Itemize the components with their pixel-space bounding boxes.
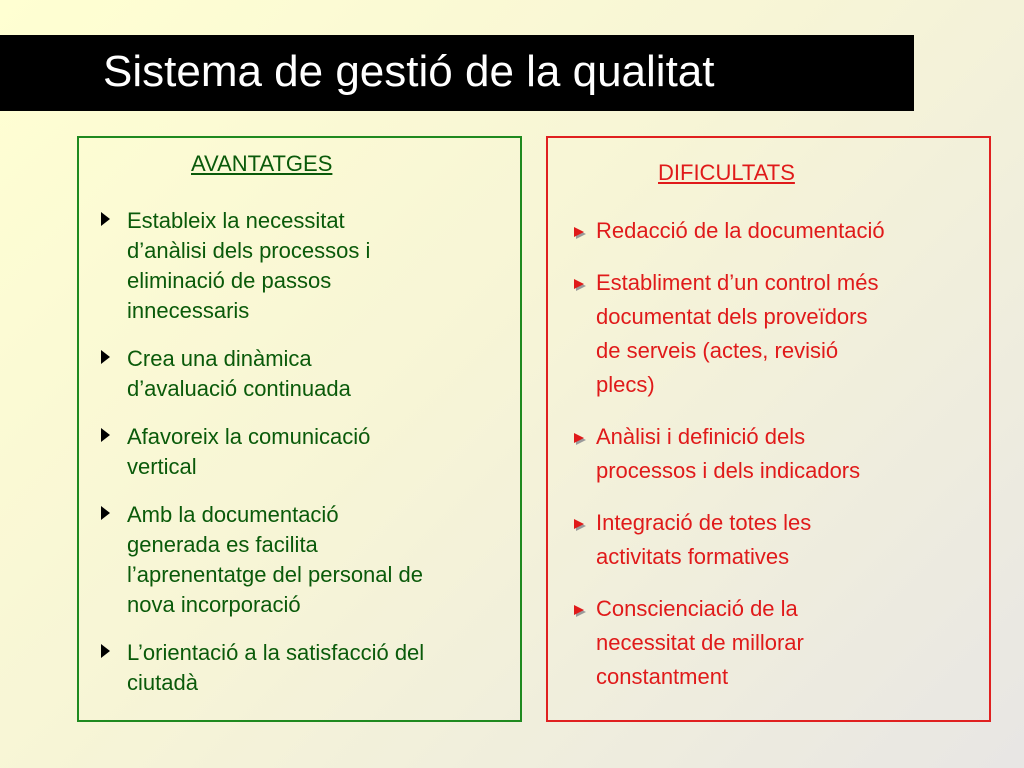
item-text-line: Crea una dinàmica: [127, 346, 312, 371]
item-text-line: eliminació de passos: [127, 268, 332, 293]
item-text-line: vertical: [127, 454, 197, 479]
item-text-line: L’orientació a la satisfacció del: [127, 640, 425, 665]
item-text-line: ciutadà: [127, 670, 198, 695]
black-triangle-bullet-icon: [101, 428, 110, 442]
title-bar: [0, 35, 914, 111]
item-text-line: l’aprenentatge del personal de: [127, 562, 424, 587]
item-text-line: de serveis (actes, revisió: [596, 338, 839, 363]
difficulty-item: [560, 214, 985, 248]
advantages-heading: AVANTATGES: [191, 151, 333, 176]
item-text-line: Conscienciació de la: [596, 596, 798, 621]
item-text-line: Estableix la necessitat: [127, 208, 345, 233]
item-text-line: documentat dels proveïdors: [596, 304, 868, 329]
item-text-line: innecessaris: [127, 298, 250, 323]
difficulty-item: [560, 266, 985, 402]
difficulty-item: [560, 420, 985, 488]
difficulty-item: [560, 592, 985, 694]
difficulties-heading: DIFICULTATS: [658, 160, 795, 185]
red-arrow-bullet-icon: [572, 603, 588, 619]
red-arrow-bullet-icon: [572, 277, 588, 293]
red-arrow-bullet-icon: [572, 517, 588, 533]
item-text-line: necessitat de millorar: [596, 630, 804, 655]
item-text-line: Afavoreix la comunicació: [127, 424, 371, 449]
advantage-item: [89, 206, 514, 326]
advantage-item: [89, 638, 514, 698]
advantage-item: [89, 500, 514, 620]
item-text-line: Integració de totes les: [596, 510, 812, 535]
black-triangle-bullet-icon: [101, 350, 110, 364]
item-text-line: processos i dels indicadors: [596, 458, 861, 483]
item-text-line: Redacció de la documentació: [596, 218, 885, 243]
difficulty-item: [560, 506, 985, 574]
advantages-list: [89, 206, 514, 716]
item-text-line: d’anàlisi dels processos i: [127, 238, 371, 263]
slide-title: Sistema de gestió de la qualitat: [103, 47, 715, 96]
difficulties-list: [560, 214, 985, 712]
advantages-panel: [77, 136, 522, 722]
black-triangle-bullet-icon: [101, 212, 110, 226]
item-text-line: Amb la documentació: [127, 502, 339, 527]
advantage-item: [89, 344, 514, 404]
item-text-line: plecs): [596, 372, 655, 397]
item-text-line: Anàlisi i definició dels: [596, 424, 806, 449]
black-triangle-bullet-icon: [101, 506, 110, 520]
black-triangle-bullet-icon: [101, 644, 110, 658]
advantage-item: [89, 422, 514, 482]
difficulties-panel: [546, 136, 991, 722]
item-text-line: activitats formatives: [596, 544, 790, 569]
item-text-line: generada es facilita: [127, 532, 318, 557]
red-arrow-bullet-icon: [572, 225, 588, 241]
red-arrow-bullet-icon: [572, 431, 588, 447]
item-text-line: nova incorporació: [127, 592, 301, 617]
item-text-line: d’avaluació continuada: [127, 376, 351, 401]
item-text-line: Establiment d’un control més: [596, 270, 879, 295]
item-text-line: constantment: [596, 664, 729, 689]
